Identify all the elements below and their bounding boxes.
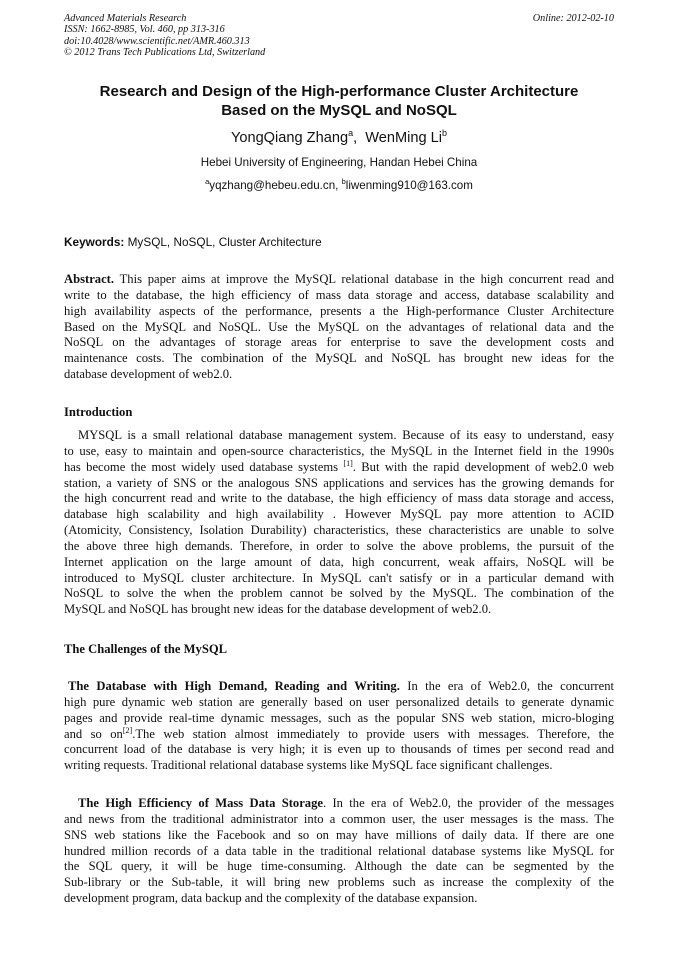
challenge-text: In the era of Web2.0, the concurrent <box>407 679 614 693</box>
challenge-line: concurrent load of the database is very high; it is even up to thousands of times per second read and <box>64 742 614 757</box>
abstract-line: high availability aspects of the performance, presents a the High-performance Cluster Architecture <box>64 303 614 318</box>
subsection-title: The Database with High Demand, Reading and Writing. <box>68 679 400 693</box>
challenge-line: and news from the traditional administrator into a common user, the user messages is the mass. The <box>64 811 614 826</box>
abstract-line: NoSQL on the advantages of storage areas for enterprise to save the development costs and <box>64 335 614 350</box>
email-b-mark: b <box>341 177 346 186</box>
intro-line: station, a variety of SNS or the analogous SNS applications and services has the growing demands for <box>64 475 614 490</box>
email-a: yqzhang@hebeu.edu.cn, <box>209 179 339 192</box>
issn-line: ISSN: 1662-8985, Vol. 460, pp 313-316 <box>64 24 225 36</box>
author-emails <box>64 178 614 194</box>
challenge-text: . In the era of Web2.0, the provider of the messages <box>323 796 614 810</box>
title-line-2: Based on the MySQL and NoSQL <box>221 102 457 119</box>
abstract-line: maintenance costs. The combination of the MySQL and NoSQL has brought new ideas for the <box>64 351 614 366</box>
paper-title <box>64 82 614 120</box>
challenge-line: the SQL query, it will be huge time-consuming. Although the date can be segmented by the <box>64 859 614 874</box>
intro-line: introduced to MySQL cluster architecture. In MySQL can't satisfy or in a particular demand with <box>64 570 614 585</box>
abstract-line <box>64 272 614 288</box>
intro-line: database high scalability and high availability . However MySQL pay more attention to ACID <box>64 507 614 522</box>
introduction-heading: Introduction <box>64 405 133 419</box>
author-2-affil-mark: b <box>442 128 448 138</box>
challenge-line <box>64 679 614 695</box>
challenge-text: .The web station almost immediately to provide users with messages. Therefore, the <box>132 726 614 741</box>
author-separator: , <box>353 130 358 146</box>
journal-header <box>64 13 265 59</box>
challenges-paragraph-1 <box>64 679 614 774</box>
abstract-line: Based on the MySQL and NoSQL. Use the MySQL on the advantages of relational data and the <box>64 319 614 334</box>
citation-ref: [1] <box>343 458 353 468</box>
challenge-line: hundred million records of a data table in the traditional relational database systems like MySQL for <box>64 843 614 858</box>
challenge-text: and so on <box>64 726 123 741</box>
email-a-mark: a <box>205 177 210 186</box>
intro-line: the above three high demands. Therefore, in order to solve the above problems, the pursuit of the <box>64 538 614 553</box>
keywords <box>64 234 614 250</box>
intro-line: the high concurrent read and write to the database, the high efficiency of mass data storage and access, <box>64 491 614 506</box>
online-date: Online: 2012-02-10 <box>532 13 614 24</box>
intro-line: NoSQL to solve the when the problem cannot be solved by the MySQL. The combination of the <box>64 586 614 601</box>
citation-ref: [2] <box>122 725 133 735</box>
challenge-line: SNS web stations like the Facebook and so on may have millions of daily data. If there are one <box>64 827 614 842</box>
abstract <box>64 272 614 383</box>
intro-text: . But with the rapid development of web2.0 web <box>352 459 614 474</box>
abstract-line: database development of web2.0. <box>64 367 233 382</box>
author-2: WenMing Li <box>365 130 443 146</box>
challenges-paragraph-2 <box>64 796 614 907</box>
copyright-line: © 2012 Trans Tech Publications Ltd, Switzerland <box>64 47 266 59</box>
intro-line: MYSQL is a small relational database management system. Because of its easy to understand, easy <box>78 428 614 442</box>
abstract-label: Abstract. <box>64 272 115 286</box>
author-list <box>64 128 614 148</box>
challenge-line: development program, data backup and the complexity of the database expansion. <box>64 891 478 906</box>
title-line-1: Research and Design of the High-performance Cluster Architecture <box>99 83 579 100</box>
challenge-line <box>64 796 614 812</box>
affiliation: Hebei University of Engineering, Handan Hebei China <box>200 156 478 169</box>
intro-line <box>64 460 614 476</box>
introduction-body <box>64 428 614 618</box>
challenge-line: Sub-library or the Sub-table, it will bring new problems such as increase the complexity of the <box>64 875 614 890</box>
author-1: YongQiang Zhang <box>230 130 349 146</box>
intro-text: has become the most widely used database systems <box>64 459 339 474</box>
challenge-line: pages and provide real-time dynamic messages, such as the popular SNS web station, micro-bloging <box>64 710 614 725</box>
challenges-heading: The Challenges of the MySQL <box>64 642 228 656</box>
subsection-title: The High Efficiency of Mass Data Storage <box>78 796 323 810</box>
intro-line: (Atomicity, Consistency, Isolation Durability) characteristics, these characteristics are unable to solve <box>64 523 614 538</box>
intro-line: MySQL and NoSQL has brought new ideas for the database development of web2.0. <box>64 602 492 617</box>
keywords-label: Keywords: <box>64 235 125 249</box>
keywords-text: MySQL, NoSQL, Cluster Architecture <box>127 235 322 249</box>
challenge-line: writing requests. Traditional relational database systems like MySQL face significant challenges. <box>64 758 553 773</box>
doi-line: doi:10.4028/www.scientific.net/AMR.460.313 <box>64 35 250 47</box>
challenge-line: high pure dynamic web station are generally based on user personalized details to generate dynamic <box>64 694 614 709</box>
challenge-line <box>64 727 614 743</box>
author-1-affil-mark: a <box>348 128 354 138</box>
abstract-line: write to the database, the high efficiency of mass data storage and access, database scalability and <box>64 287 614 302</box>
abstract-text: This paper aims at improve the MySQL relational database in the high concurrent read and <box>119 272 615 286</box>
intro-line: to use, easy to maintain and open-source characteristics, the MySQL in the Internet field in the 1990s <box>64 443 614 458</box>
email-b: liwenming910@163.com <box>345 179 473 192</box>
intro-line: Internet application on the large amount of data, high concurrent, weak affairs, NoSQL will be <box>64 554 614 569</box>
journal-name: Advanced Materials Research <box>64 13 187 24</box>
